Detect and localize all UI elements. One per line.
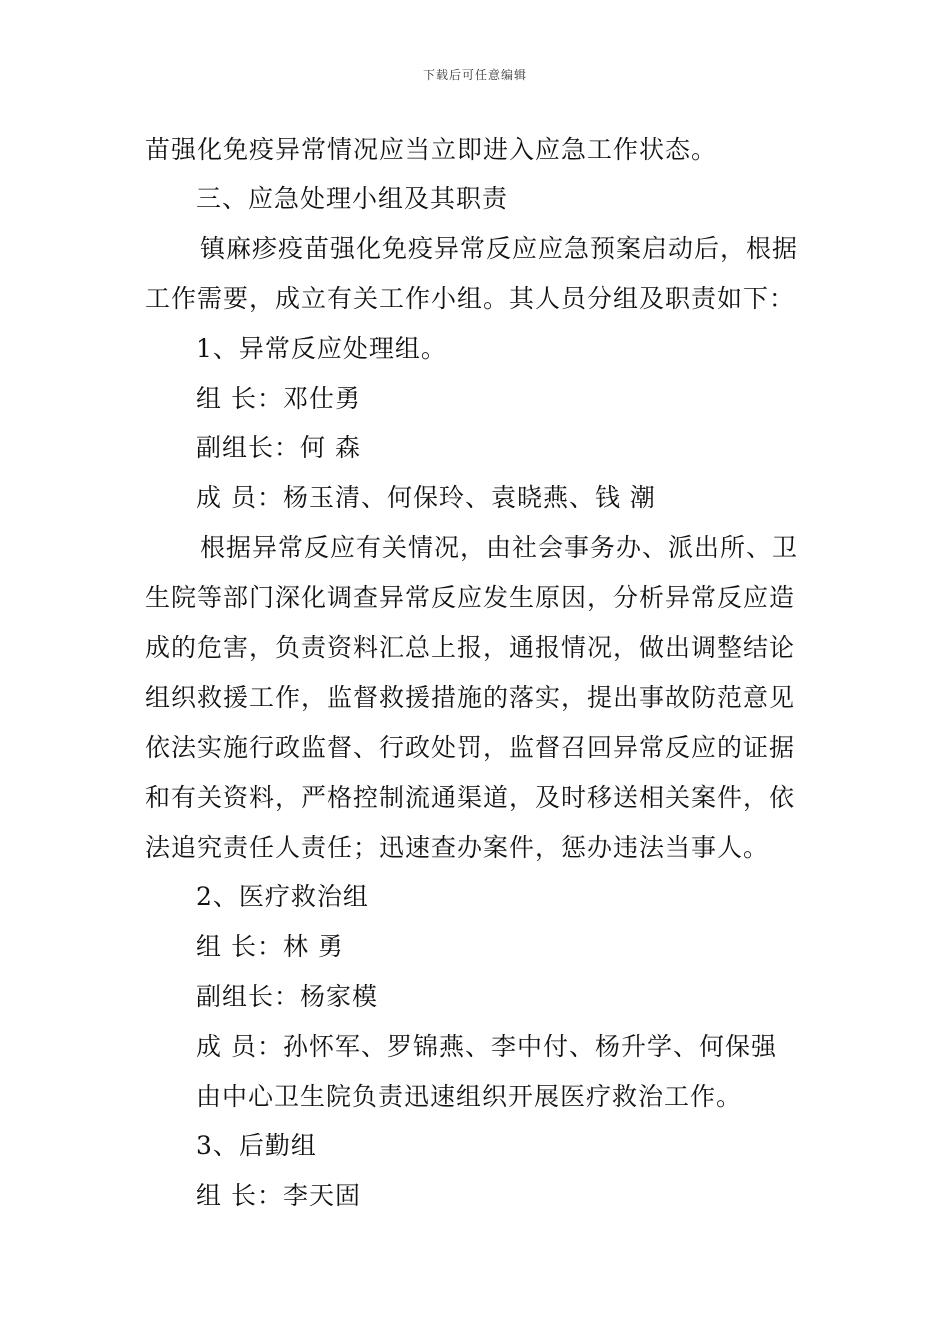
group-heading: 2、医疗救治组 xyxy=(196,882,369,911)
group-leader: 组 长：林 勇 xyxy=(196,932,344,961)
group-heading: 1、异常反应处理组。 xyxy=(196,334,447,363)
paragraph-line: 由中心卫生院负责迅速组织开展医疗救治工作。 xyxy=(196,1082,743,1111)
body-line: 组织救援工作，监督救援措施的落实，提出事故防范意见 xyxy=(145,683,796,712)
body-line: 成的危害，负责资料汇总上报，通报情况，做出调整结论 xyxy=(145,633,796,662)
paragraph-line: 镇麻疹疫苗强化免疫异常反应应急预案启动后，根据 xyxy=(200,234,799,263)
body-line: 和有关资料，严格控制流通渠道，及时移送相关案件，依 xyxy=(145,783,796,812)
body-line: 苗强化免疫异常情况应当立即进入应急工作状态。 xyxy=(145,135,718,164)
group-deputy: 副组长：何 森 xyxy=(196,433,361,462)
group-leader: 组 长：李天固 xyxy=(196,1181,361,1210)
page-header: 下载后可任意编辑 xyxy=(422,68,527,82)
section-heading: 三、应急处理小组及其职责 xyxy=(196,184,509,213)
body-line: 工作需要，成立有关工作小组。其人员分组及职责如下： xyxy=(145,284,796,313)
body-line: 生院等部门深化调查异常反应发生原因，分析异常反应造 xyxy=(145,583,796,612)
group-members: 成 员：杨玉清、何保玲、袁晓燕、钱 潮 xyxy=(196,483,656,512)
paragraph-line: 根据异常反应有关情况，由社会事务办、派出所、卫 xyxy=(200,533,799,562)
group-leader: 组 长：邓仕勇 xyxy=(196,384,361,413)
group-members: 成 员：孙怀军、罗锦燕、李中付、杨升学、何保强 xyxy=(196,1032,777,1061)
group-deputy: 副组长：杨家模 xyxy=(196,982,379,1011)
body-line: 依法实施行政监督、行政处罚，监督召回异常反应的证据 xyxy=(145,733,796,762)
body-line: 法追究责任人责任；迅速查办案件，惩办违法当事人。 xyxy=(145,833,770,862)
group-heading: 3、后勤组 xyxy=(196,1131,317,1160)
